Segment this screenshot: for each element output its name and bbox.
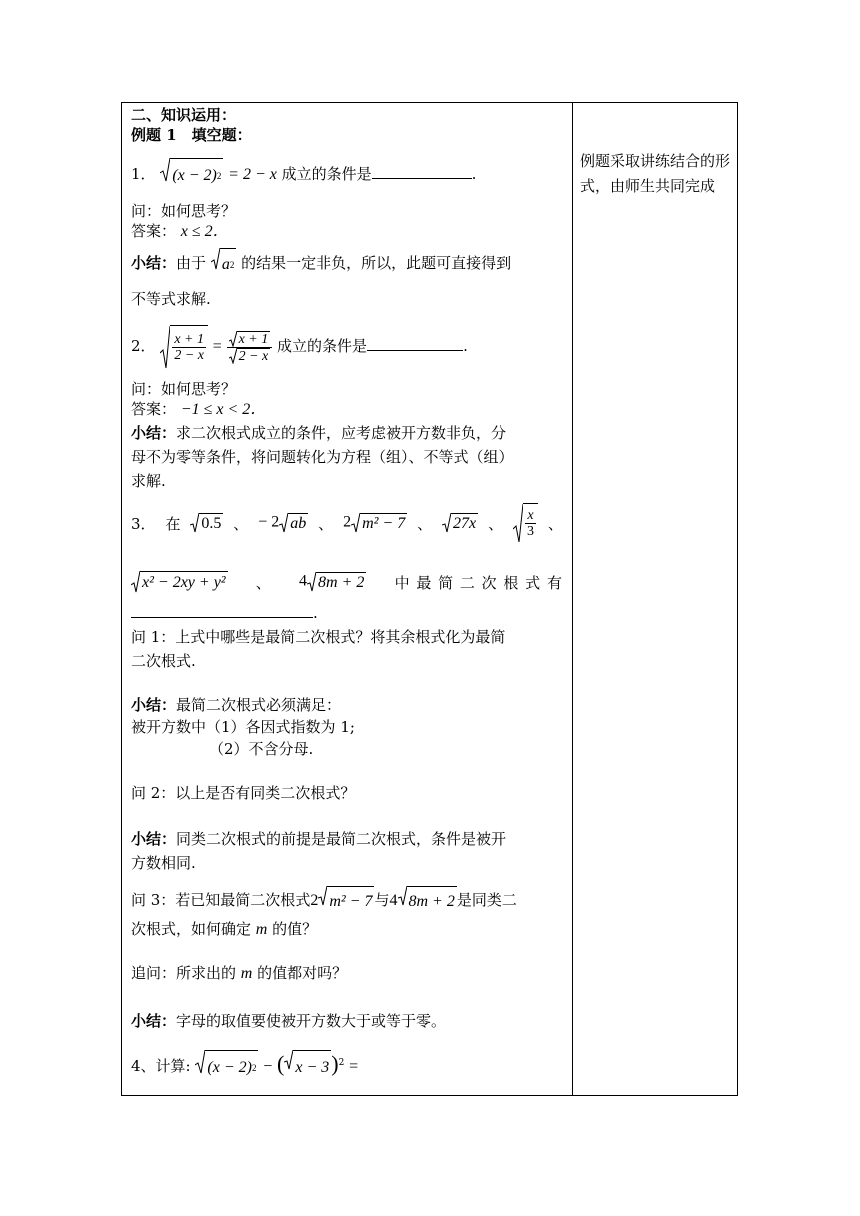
summary-4-line-1: 小结：同类二次根式的前提是最简二次根式，条件是被开 xyxy=(131,830,507,848)
summary-3-line-2: 被开方数中（1）各因式指数为 1; xyxy=(131,718,355,736)
summary-2-line-1: 小结：求二次根式成立的条件，应考虑被开方数非负，分 xyxy=(131,424,507,442)
question-3-line-1: 3． 在 0.5 、 − 2 ab 、 2 m² − 7 、 27x 、 $\frac{x}{3}$ 、 xyxy=(131,501,563,545)
section-title: 二、知识运用： xyxy=(131,106,237,124)
question-2: 2． $\frac{x + 1}{2 - x}$ = $\frac{x + 1}{2 - x}$ 成立的条件是 . xyxy=(131,319,468,374)
column-divider xyxy=(572,103,573,1095)
sqrt-expression: (x − 2) 2 xyxy=(160,158,223,193)
ask-1-line-2: 二次根式. xyxy=(131,652,196,670)
answer-blank xyxy=(131,603,313,618)
example-title: 例题 1 填空题： xyxy=(131,126,252,144)
ask-3-line-2: 次根式，如何确定 m 的值？ xyxy=(131,920,318,938)
question-2-answer: 答案： −1 ≤ x < 2． xyxy=(131,400,267,418)
question-1-ask: 问：如何思考？ xyxy=(131,202,237,220)
question-2-ask: 问：如何思考？ xyxy=(131,380,237,398)
lesson-table xyxy=(121,102,738,1096)
teaching-note: 例题采取讲练结合的形式，由师生共同完成 xyxy=(580,152,731,195)
question-3-line-2: x² − 2xy + y² 、 4 8m + 2 中 最 简 二 次 根 式 有 xyxy=(131,567,563,597)
question-4: 4、计算: (x − 2) 2 − ( x − 3 )$^2$ = xyxy=(131,1047,358,1085)
ask-3-line-1: 问 3：若已知最简二次根式2 m² − 7 与4 8m + 2 是同类二 xyxy=(131,885,517,917)
summary-1-line-1: 小结：由于 a 2 的结果一定非负，所以，此题可直接得到 xyxy=(131,247,511,281)
summary-1-line-2: 不等式求解. xyxy=(131,290,211,308)
question-1-answer: 答案： x ≤ 2． xyxy=(131,222,229,240)
question-3-blank-line: . xyxy=(131,603,318,623)
question-1: 1． (x − 2) 2 = 2 − x 成立的条件是 . xyxy=(131,157,476,193)
summary-2-line-2: 母不为零等条件，将问题转化为方程（组）、不等式（组） xyxy=(131,448,514,466)
summary-3-line-3: （2）不含分母. xyxy=(209,740,314,758)
summary-2-line-3: 求解. xyxy=(131,472,166,490)
summary-5: 小结：字母的取值要使被开方数大于或等于零。 xyxy=(131,1012,447,1030)
follow-up-question: 追问：所求出的 m 的值都对吗？ xyxy=(131,964,348,982)
answer-blank xyxy=(367,336,463,351)
ask-1-line-1: 问 1：上式中哪些是最简二次根式？将其余根式化为最简 xyxy=(131,628,506,646)
sqrt-fraction: $\frac{x + 1}{2 - x}$ xyxy=(160,325,208,369)
summary-3-line-1: 小结：最简二次根式必须满足： xyxy=(131,696,342,714)
summary-4-line-2: 方数相同. xyxy=(131,854,196,872)
answer-blank xyxy=(372,164,472,179)
fraction-of-roots: $\frac{x + 1}{2 - x}$ xyxy=(227,331,273,364)
ask-2: 问 2：以上是否有同类二次根式？ xyxy=(131,784,356,802)
sqrt-a-squared: a 2 xyxy=(211,248,237,281)
